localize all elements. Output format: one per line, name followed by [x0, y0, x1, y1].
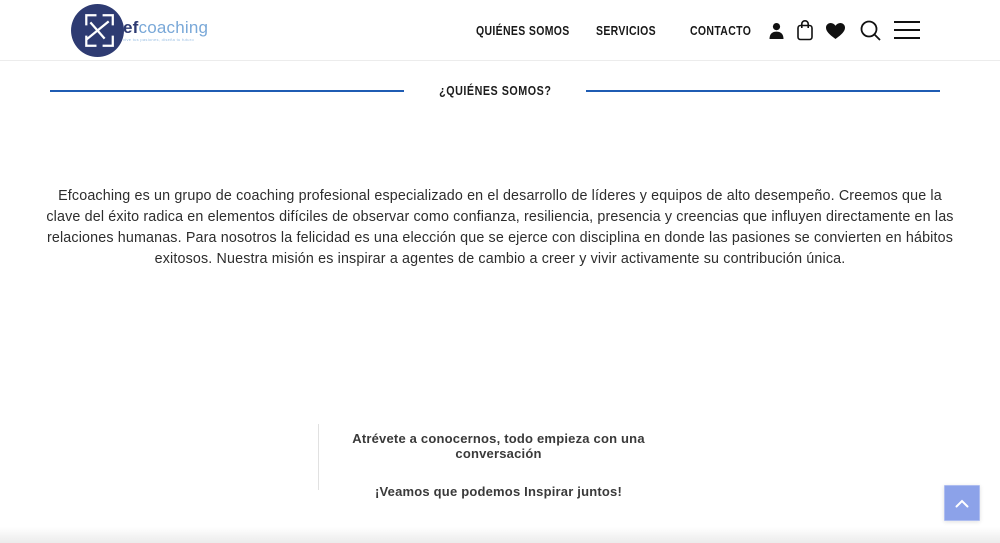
- nav-item-quienes-somos[interactable]: [476, 0, 587, 61]
- logo-wordmark: [123, 19, 208, 42]
- bottom-shadow: [0, 527, 1000, 543]
- site-logo[interactable]: [70, 3, 208, 58]
- user-account-icon[interactable]: [768, 0, 785, 61]
- quote-line-1: Atrévete a conocernos, todo empieza con una conversación: [352, 431, 645, 461]
- scroll-to-top-button[interactable]: [944, 485, 980, 521]
- nav-item-contacto[interactable]: [690, 0, 763, 61]
- chevron-up-icon: [955, 499, 969, 508]
- site-header: [0, 0, 1000, 61]
- quote-block: [318, 424, 678, 499]
- logo-tagline: vive tus pasiones, diseña tu futuro: [123, 37, 194, 42]
- heart-wishlist-icon[interactable]: [825, 0, 846, 61]
- nav-item-label: CONTACTO: [690, 23, 752, 38]
- shopping-bag-icon[interactable]: [796, 0, 814, 61]
- nav-item-label: SERVICIOS: [596, 23, 657, 38]
- title-divider-right: [586, 90, 940, 92]
- search-icon[interactable]: [859, 0, 882, 61]
- efcoaching-logo-icon: [70, 3, 125, 58]
- nav-item-servicios[interactable]: [596, 0, 667, 61]
- section-title: ¿QUIÉNES SOMOS?: [438, 84, 552, 98]
- title-divider-left: [50, 90, 404, 92]
- hamburger-menu-icon[interactable]: [894, 0, 920, 61]
- about-paragraph: Efcoaching es un grupo de coaching profesional especializado en el desarrollo de líderes y equipos de alto desempeño. Creemos que la clave del éxito radica en elementos difíciles de observar como confianza, resiliencia, presencia y creencias que influyen directamente en las relaciones humanas. Para nosotros la felicidad es una elección que se ejerce con disciplina en donde las pasiones se convierten en hábitos exitosos. Nuestra misión es inspirar a agentes de cambio a creer y vivir activamente su contribución única.: [46, 188, 954, 267]
- logo-word-coaching: coaching: [138, 18, 209, 37]
- logo-word-ef: ef: [123, 18, 139, 37]
- section-title-row: [50, 84, 940, 98]
- nav-item-label: QUIÉNES SOMOS: [476, 23, 570, 38]
- quote-line-2: ¡Veamos que podemos Inspirar juntos!: [374, 484, 623, 499]
